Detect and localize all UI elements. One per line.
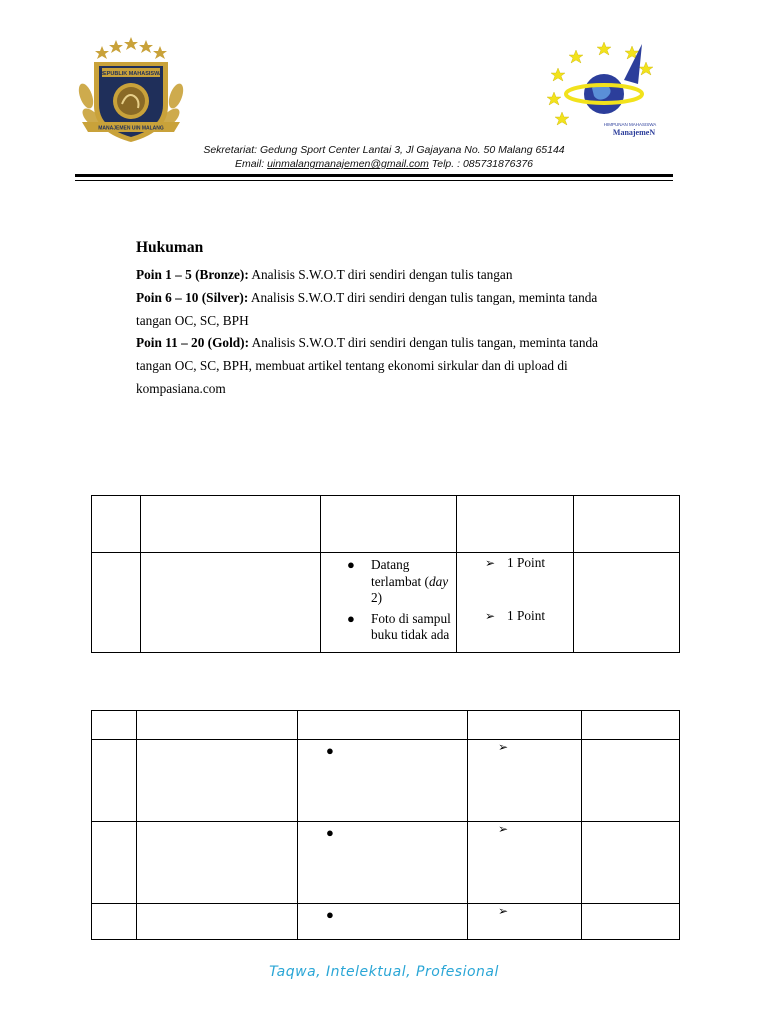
- table-cell: [92, 822, 137, 904]
- table-cell: [137, 822, 298, 904]
- points-cell: [457, 553, 574, 653]
- phone-text: Telp. : 085731876376: [428, 158, 534, 170]
- punishment-item-silver: [136, 286, 636, 332]
- table-cell: [92, 711, 137, 740]
- list-item: ● Datang terlambat (day 2): [347, 557, 449, 605]
- item-label: Poin 6 – 10 (Silver):: [136, 290, 249, 305]
- violation-cell: [321, 553, 457, 653]
- republik-mahasiswa-logo: [72, 36, 190, 148]
- table-cell: [582, 822, 680, 904]
- table-header-row: [92, 496, 680, 553]
- item-text: Analisis S.W.O.T diri sendiri dengan tulis tangan, meminta tanda tangan OC, SC, BPH: [136, 290, 598, 328]
- table-cell: [92, 553, 141, 653]
- footer-motto: Taqwa, Intelektual, Profesional: [269, 964, 499, 980]
- header-address: Sekretariat: Gedung Sport Center Lantai 3, Jl Gajayana No. 50 Malang 65144: [203, 144, 565, 156]
- table-row: [92, 904, 680, 940]
- list-item: ● Foto di sampul buku tidak ada: [347, 610, 451, 642]
- table-header-row: [92, 711, 680, 740]
- header-contact: [0, 158, 768, 170]
- bullet-dot-icon: ●: [347, 557, 355, 572]
- item-text: Analisis S.W.O.T diri sendiri dengan tulis tangan, meminta tanda tangan OC, SC, BPH, membuat artikel tentang ekonomi sirkular dan di upload di kompasiana.com: [136, 335, 599, 396]
- header-divider-thin: [75, 180, 673, 181]
- arrow-bullet-icon: ➢: [498, 904, 509, 918]
- table-cell: [141, 496, 321, 553]
- bullet-dot-icon: ●: [326, 825, 334, 840]
- svg-text:HIMPUNAN MAHASISWA: HIMPUNAN MAHASISWA: [603, 122, 657, 127]
- points-cell: [468, 904, 582, 940]
- section-heading: Hukuman: [136, 239, 204, 256]
- bullet-dot-icon: ●: [326, 907, 334, 922]
- svg-text:REPUBLIK MAHASISWA: REPUBLIK MAHASISWA: [99, 71, 163, 77]
- arrow-bullet-icon: ➢: [485, 556, 496, 570]
- points-cell: [468, 822, 582, 904]
- table-cell: [92, 904, 137, 940]
- table-row: [92, 553, 680, 653]
- table-cell: [92, 496, 141, 553]
- table-cell: [574, 553, 680, 653]
- item-text: Analisis S.W.O.T diri sendiri dengan tulis tangan: [248, 267, 513, 282]
- table-cell: [582, 904, 680, 940]
- item-label: Poin 1 – 5 (Bronze):: [136, 267, 249, 282]
- item-label: Poin 11 – 20 (Gold):: [136, 335, 250, 350]
- table-cell: [321, 496, 457, 553]
- arrow-bullet-icon: ➢: [485, 609, 496, 623]
- arrow-bullet-icon: ➢: [498, 822, 509, 836]
- table-cell: [457, 496, 574, 553]
- email-label: Email:: [234, 158, 268, 170]
- table-cell: [141, 553, 321, 653]
- table-row: [92, 822, 680, 904]
- punishment-item-gold: [136, 331, 636, 400]
- table-cell: [582, 711, 680, 740]
- arrow-bullet-icon: ➢: [498, 740, 509, 754]
- table-cell: [137, 904, 298, 940]
- header-divider-thick: [75, 174, 673, 177]
- table-cell: [137, 740, 298, 822]
- punishment-item-bronze: [136, 263, 636, 286]
- point-entry: ➢ 1 Point: [485, 555, 546, 570]
- table-cell: [468, 711, 582, 740]
- table-cell: [298, 711, 468, 740]
- table-cell: [137, 711, 298, 740]
- bullet-dot-icon: ●: [347, 610, 355, 626]
- violation-cell: [298, 822, 468, 904]
- himpunan-manajemen-logo: [546, 40, 670, 138]
- point-entry: ➢ 1 Point: [485, 608, 546, 623]
- points-cell: [468, 740, 582, 822]
- table-cell: [582, 740, 680, 822]
- table-cell: [574, 496, 680, 553]
- violation-cell: [298, 740, 468, 822]
- bullet-dot-icon: ●: [326, 743, 334, 758]
- svg-text:MANAJEMEN UIN MALANG: MANAJEMEN UIN MALANG: [98, 125, 164, 132]
- table-cell: [92, 740, 137, 822]
- table-row: [92, 740, 680, 822]
- violation-table-1: [91, 495, 680, 653]
- violation-cell: [298, 904, 468, 940]
- svg-text:ManajemeN: ManajemeN: [612, 128, 656, 137]
- email-link[interactable]: uinmalangmanajemen@gmail.com: [267, 158, 429, 170]
- violation-table-2: [91, 710, 680, 940]
